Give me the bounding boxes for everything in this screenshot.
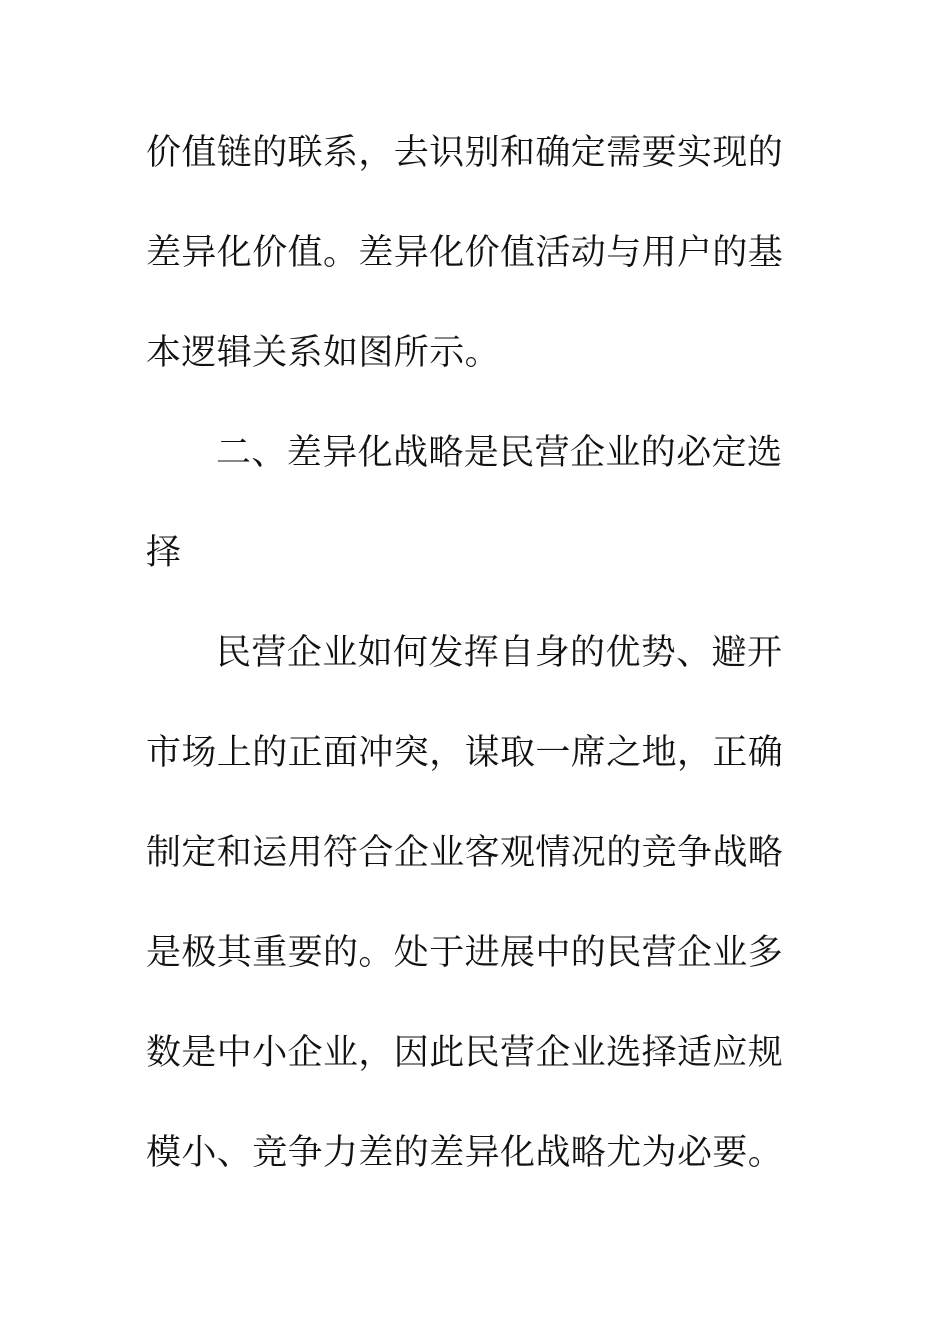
paragraph-2-line-4: 是极其重要的。处于进展中的民营企业多	[146, 933, 784, 973]
section-heading-line-2: 择	[146, 533, 182, 573]
paragraph-2-line-5: 数是中小企业，因此民营企业选择适应规	[146, 1033, 784, 1073]
paragraph-2-line-1: 民营企业如何发挥自身的优势、避开	[216, 633, 783, 673]
section-heading-line-1: 二、差异化战略是民营企业的必定选	[216, 433, 783, 473]
paragraph-2-line-2: 市场上的正面冲突，谋取一席之地，正确	[146, 733, 784, 773]
paragraph-1-line-3: 本逻辑关系如图所示。	[146, 333, 501, 373]
paragraph-1-line-2: 差异化价值。差异化价值活动与用户的基	[146, 233, 784, 273]
paragraph-1-line-1: 价值链的联系，去识别和确定需要实现的	[146, 133, 784, 173]
paragraph-2-line-3: 制定和运用符合企业客观情况的竞争战略	[146, 833, 784, 873]
paragraph-2-line-6: 模小、竞争力差的差异化战略尤为必要。	[146, 1133, 784, 1173]
